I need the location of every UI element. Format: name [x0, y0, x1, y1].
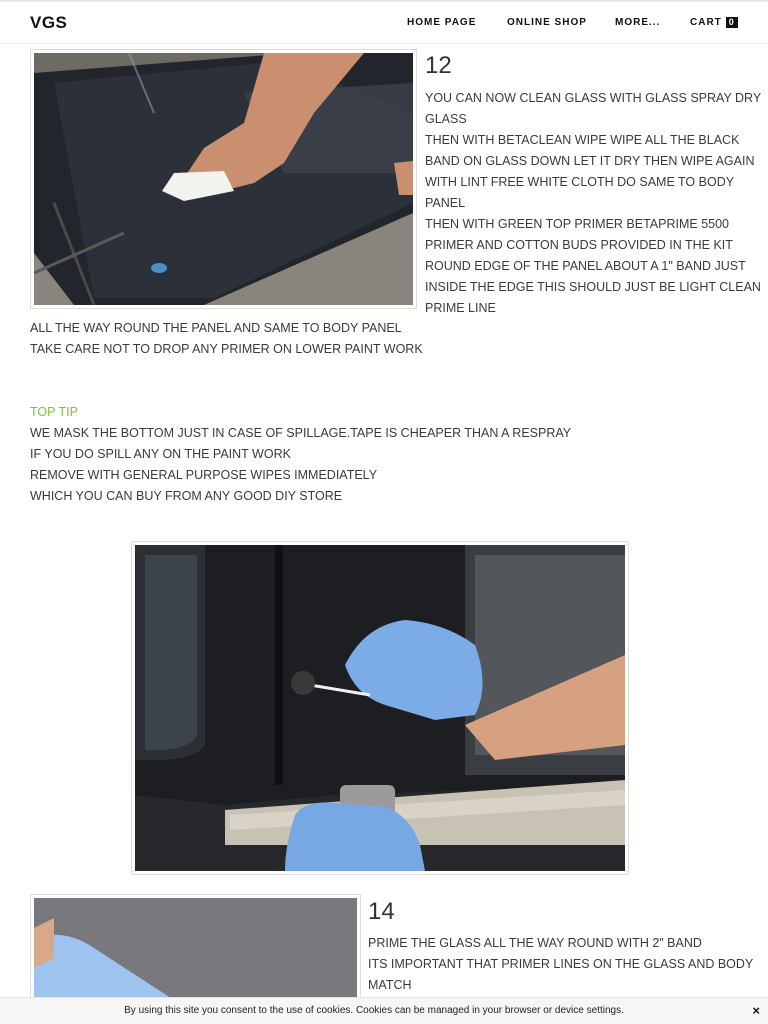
step12-line: PRIME LINE — [425, 301, 496, 315]
step12-line: WITH LINT FREE WHITE CLOTH DO SAME TO BODY — [425, 175, 735, 189]
step14-instructions — [368, 933, 753, 996]
top-tip-text — [30, 423, 571, 507]
top-tip-heading: TOP TIP — [30, 405, 78, 419]
step12-line: GLASS — [425, 112, 467, 126]
step12-line: BAND ON GLASS DOWN LET IT DRY THEN WIPE AGAIN — [425, 154, 755, 168]
cookie-consent-bar — [0, 997, 768, 1024]
cart-count-badge: 0 — [726, 17, 738, 28]
nav-home-page[interactable]: HOME PAGE — [407, 17, 477, 28]
step12-line: THEN WITH BETACLEAN WIPE WIPE ALL THE BLACK — [425, 133, 740, 147]
top-tip-line: IF YOU DO SPILL ANY ON THE PAINT WORK — [30, 447, 291, 461]
step12-cont-line: TAKE CARE NOT TO DROP ANY PRIMER ON LOWER PAINT WORK — [30, 342, 423, 356]
step-number-12: 12 — [425, 52, 452, 79]
primer-application-image — [135, 545, 625, 871]
step12-instructions — [425, 88, 762, 319]
step14-line: MATCH — [368, 978, 412, 992]
top-tip-line: WHICH YOU CAN BUY FROM ANY GOOD DIY STORE — [30, 489, 343, 503]
step-number-14: 14 — [368, 898, 395, 925]
step14-line: ITS IMPORTANT THAT PRIMER LINES ON THE GLASS AND BODY — [368, 957, 754, 971]
step12-cont-line: ALL THE WAY ROUND THE PANEL AND SAME TO BODY PANEL — [30, 321, 402, 335]
site-header — [0, 0, 768, 44]
nav-online-shop[interactable]: ONLINE SHOP — [507, 17, 587, 28]
step13-photo — [131, 541, 629, 875]
cookie-consent-text: By using this site you consent to the use of cookies. Cookies can be managed in your browser or device settings. — [124, 1005, 624, 1016]
nav-cart[interactable] — [690, 17, 738, 28]
step12-line: INSIDE THE EDGE THIS SHOULD JUST BE LIGHT CLEAN — [425, 280, 761, 294]
top-tip-line: REMOVE WITH GENERAL PURPOSE WIPES IMMEDIATELY — [30, 468, 378, 482]
step14-image — [34, 898, 357, 1000]
site-logo[interactable]: VGS — [30, 13, 68, 32]
glass-wipe-image — [34, 53, 413, 305]
step14-photo — [30, 894, 361, 1004]
cart-label: CART — [690, 17, 722, 28]
step12-line: YOU CAN NOW CLEAN GLASS WITH GLASS SPRAY DRY — [425, 91, 762, 105]
step12-continued — [30, 318, 423, 360]
step12-line: PRIMER AND COTTON BUDS PROVIDED IN THE KIT — [425, 238, 733, 252]
step12-photo — [30, 49, 417, 309]
step12-line: THEN WITH GREEN TOP PRIMER BETAPRIME 5500 — [425, 217, 729, 231]
close-icon[interactable]: × — [752, 1003, 760, 1018]
step14-line: PRIME THE GLASS ALL THE WAY ROUND WITH 2" BAND — [368, 936, 702, 950]
step12-line: ROUND EDGE OF THE PANEL ABOUT A 1" BAND JUST — [425, 259, 746, 273]
nav-more[interactable]: MORE... — [615, 17, 661, 28]
top-tip-line: WE MASK THE BOTTOM JUST IN CASE OF SPILLAGE.TAPE IS CHEAPER THAN A RESPRAY — [30, 426, 572, 440]
step12-line: PANEL — [425, 196, 466, 210]
